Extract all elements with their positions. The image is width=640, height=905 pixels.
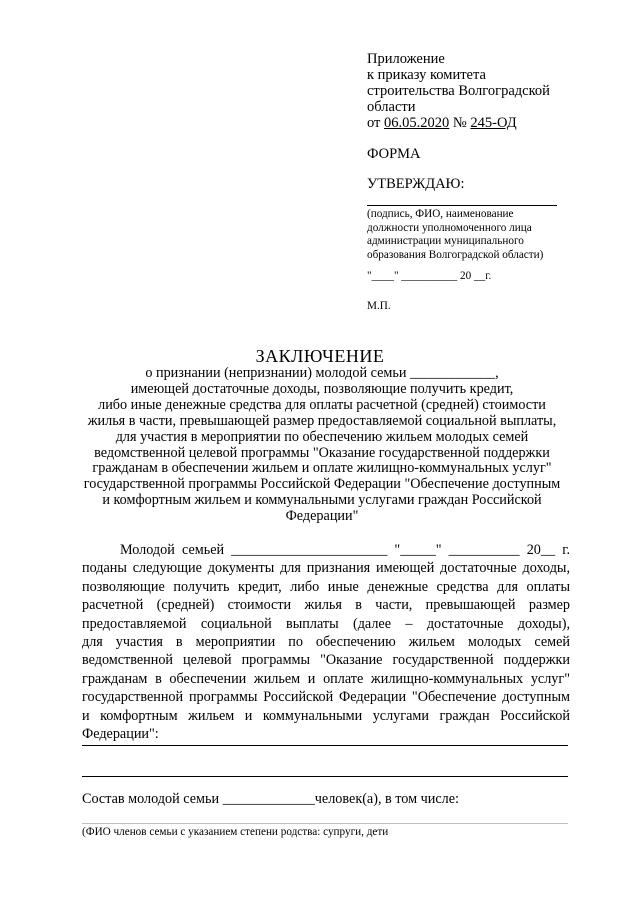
stamp-place: М.П. <box>367 300 391 312</box>
body-line: поданы следующие документы для признания имеющей достаточные доходы, <box>82 560 570 577</box>
appendix-date-line <box>367 115 597 131</box>
subtitle-line: гражданам в обеспечении жильем и оплате жилищно-коммунальных услуг" <box>92 460 552 477</box>
subtitle-line: для участия в мероприятии по обеспечению жильем молодых семей <box>115 428 529 445</box>
number-sign: № <box>449 115 471 131</box>
body-line: Молодой семьей ______________________ "_____" __________ 20__ г. <box>120 542 570 558</box>
fill-in-line <box>82 745 568 746</box>
approval-date-line: "____" __________ 20 __г. <box>367 270 492 282</box>
order-date: 06.05.2020 <box>384 115 450 131</box>
family-members-note: (ФИО членов семьи с указанием степени родства: супруги, дети <box>82 826 389 838</box>
body-line: ведомственной целевой программы "Оказание государственной поддержки <box>82 652 570 669</box>
approve-label: УТВЕРЖДАЮ: <box>367 176 465 192</box>
order-number: 245-ОД <box>470 115 517 131</box>
form-label: ФОРМА <box>367 146 421 162</box>
date-prefix: от <box>367 115 385 131</box>
subtitle-line: государственной программы Российской Федерации "Обеспечение доступным <box>83 476 561 493</box>
signature-line <box>367 205 557 206</box>
subtitle-line: либо иные денежные средства для оплаты расчетной (средней) стоимости <box>98 396 546 413</box>
subtitle-line: ведомственной целевой программы "Оказание государственной поддержки <box>94 444 550 461</box>
body-line: расчетной (средней) стоимости жилья в части, превышающей размер <box>82 597 570 614</box>
body-line: позволяющие получить кредит, либо иные денежные средства для оплаты <box>82 578 570 595</box>
appendix-line: области <box>367 99 416 115</box>
subtitle-line: имеющей достаточные доходы, позволяющие получить кредит, <box>130 380 514 397</box>
signature-note-line: образования Волгоградской области) <box>367 248 544 261</box>
body-line: предоставляемой социальной выплаты (далее – достаточные доходы), <box>82 615 570 632</box>
body-line: для участия в мероприятии по обеспечению жильем молодых семей <box>82 633 570 650</box>
subtitle-line: о признании (непризнании) молодой семьи ____________, <box>145 365 499 381</box>
subtitle-line: жилья в части, превышающей размер предоставляемой социальной выплаты, <box>87 412 557 429</box>
family-members-line <box>82 823 568 824</box>
family-composition: Состав молодой семьи _____________человек(а), в том числе: <box>82 791 460 807</box>
appendix-line: строительства Волгоградской <box>367 83 550 99</box>
appendix-block <box>367 51 597 131</box>
conclusion-title: ЗАКЛЮЧЕНИЕ <box>255 346 385 366</box>
subtitle-line: и комфортным жильем и коммунальными услугами граждан Российской <box>102 492 542 509</box>
signature-note-line: (подпись, ФИО, наименование <box>367 208 514 220</box>
body-line: и комфортным жильем и коммунальными услугами граждан Российской <box>82 707 570 724</box>
body-line: Федерации": <box>82 725 159 742</box>
appendix-line: Приложение <box>367 51 445 67</box>
body-line: гражданам в обеспечении жильем и оплате жилищно-коммунальных услуг" <box>82 670 570 687</box>
fill-in-line <box>82 776 568 777</box>
signature-note <box>367 208 587 262</box>
signature-note-line: должности уполномоченного лица <box>367 221 532 234</box>
body-line: государственной программы Российской Федерации "Обеспечение доступным <box>82 689 570 706</box>
body-paragraph <box>82 541 570 743</box>
signature-note-line: администрации муниципального <box>367 235 524 247</box>
subtitle-line: Федерации" <box>285 508 359 525</box>
appendix-line: к приказу комитета <box>367 67 486 83</box>
conclusion-subtitle <box>80 366 564 525</box>
